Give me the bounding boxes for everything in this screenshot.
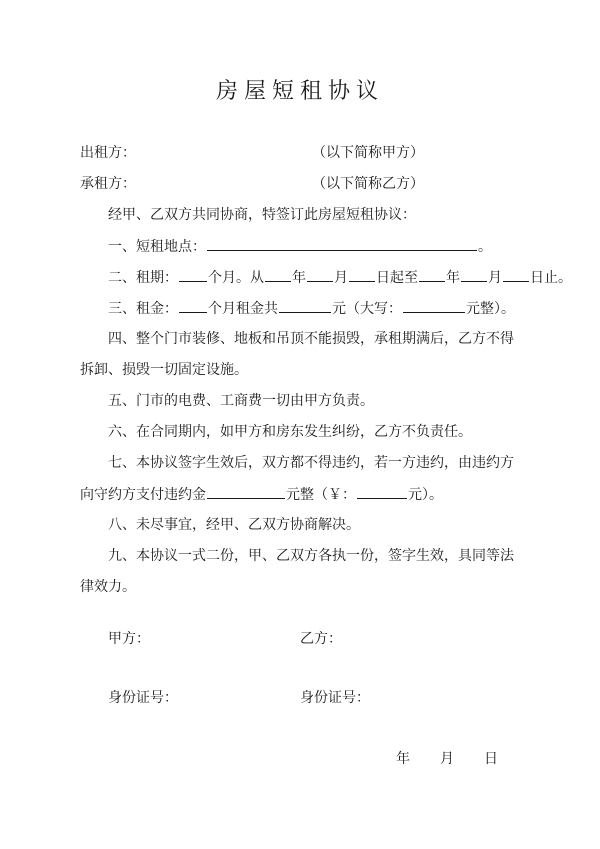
- lessee-label: 承租方：: [80, 176, 136, 192]
- rent-months-blank: [179, 298, 207, 313]
- lessee-alias: （以下简称乙方）: [312, 176, 424, 192]
- clause-3-text: 个月租金共: [208, 301, 278, 317]
- clause-7-line-2: [80, 484, 443, 505]
- date-year: 年: [396, 751, 410, 767]
- end-year-blank: [419, 267, 445, 282]
- clause-1-prefix: 一、短租地点：: [108, 239, 206, 255]
- clause-1-end: 。: [478, 239, 492, 255]
- clause-4-line-1: 四、整个门市装修、地板和吊顶不能损毁，承租期满后，乙方不得: [108, 331, 514, 347]
- clause-2-text: 年: [292, 270, 306, 286]
- clause-3-prefix: 三、租金：: [108, 301, 178, 317]
- start-month-blank: [307, 267, 333, 282]
- document-title: 房屋短租协议: [215, 79, 384, 104]
- clause-2-text: 月: [488, 270, 502, 286]
- clause-7-text: 元整（￥：: [286, 487, 356, 503]
- clause-2-prefix: 二、租期：: [108, 270, 178, 286]
- clause-7-text: 元）。: [408, 487, 443, 503]
- clause-5: 五、门市的电费、工商费一切由甲方负责。: [108, 393, 374, 409]
- location-blank: [207, 236, 477, 251]
- clause-2-text: 日起至: [376, 270, 418, 286]
- clause-8: 八、未尽事宜，经甲、乙双方协商解决。: [108, 517, 360, 533]
- clause-6: 六、在合同期内，如甲方和房东发生纠纷，乙方不负责任。: [108, 424, 472, 440]
- clause-3-text: 元（大写：: [332, 301, 402, 317]
- clause-9-line-1: 九、本协议一式二份，甲、乙双方各执一份，签字生效，具同等法: [108, 548, 514, 564]
- clause-2-text: 日止。: [530, 270, 572, 286]
- date-day: 日: [484, 751, 498, 767]
- clause-3-text: 元整）。: [466, 301, 515, 317]
- clause-1: [108, 236, 492, 257]
- party-b-signature-label: 乙方：: [300, 631, 342, 647]
- party-a-signature-label: 甲方：: [108, 631, 150, 647]
- lessor-alias: （以下简称甲方）: [312, 145, 424, 161]
- clause-2-text: 个月。从: [208, 270, 264, 286]
- penalty-rmb-blank: [357, 484, 407, 499]
- clause-2: [108, 267, 572, 288]
- penalty-amount-blank: [207, 484, 285, 499]
- clause-3: [108, 298, 515, 319]
- clause-7-line-1: 七、本协议签字生效后，双方都不得违约，若一方违约，由违约方: [108, 455, 514, 471]
- end-day-blank: [503, 267, 529, 282]
- start-year-blank: [265, 267, 291, 282]
- party-a-id-label: 身份证号：: [108, 690, 178, 706]
- clause-2-text: 年: [446, 270, 460, 286]
- start-day-blank: [349, 267, 375, 282]
- rent-words-blank: [403, 298, 465, 313]
- months-blank: [179, 267, 207, 282]
- date-month: 月: [440, 751, 454, 767]
- clause-9-line-2: 律效力。: [80, 579, 136, 595]
- clause-4-line-2: 拆卸、损毁一切固定设施。: [80, 362, 248, 378]
- rent-amount-blank: [279, 298, 331, 313]
- party-b-id-label: 身份证号：: [300, 690, 370, 706]
- intro-text: 经甲、乙双方共同协商，特签订此房屋短租协议：: [108, 207, 416, 223]
- clause-7-text: 向守约方支付违约金: [80, 487, 206, 503]
- end-month-blank: [461, 267, 487, 282]
- lessor-label: 出租方：: [80, 145, 136, 161]
- clause-2-text: 月: [334, 270, 348, 286]
